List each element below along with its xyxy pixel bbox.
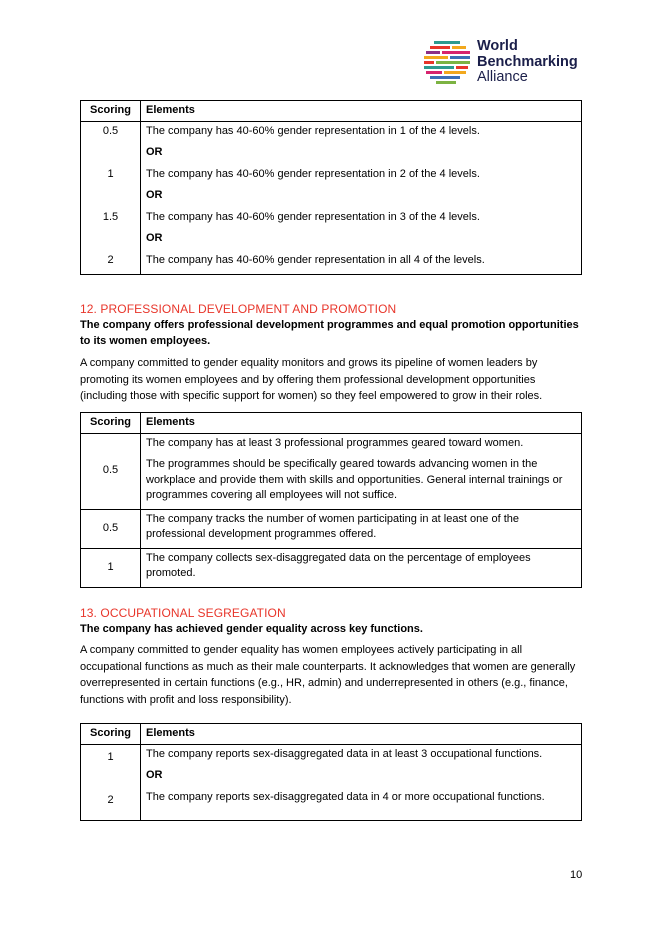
score-value: 0.5 — [81, 433, 141, 509]
or-label: OR — [146, 189, 163, 201]
page-number: 10 — [570, 869, 583, 881]
element-text: The company has 40-60% gender representation in 1 of the 4 levels. — [146, 124, 480, 137]
header-scoring: Scoring — [81, 101, 141, 122]
header-elements: Elements — [141, 101, 582, 122]
table-header-row — [81, 413, 582, 434]
or-label: OR — [146, 769, 163, 781]
element-text: The company collects sex-disaggregated data on the percentage of employees promoted. — [141, 548, 582, 587]
element-text: The company reports sex-disaggregated data in at least 3 occupational functions. — [146, 747, 543, 760]
element-text: The company has 40-60% gender representation in all 4 of the levels. — [146, 253, 485, 266]
header-scoring: Scoring — [81, 413, 141, 434]
table-header-row — [81, 724, 582, 745]
logo-word-alliance: Alliance — [477, 69, 528, 85]
wba-logo — [424, 38, 589, 88]
table-professional-development — [80, 412, 582, 588]
table-gender-representation — [80, 100, 582, 275]
section-heading-13: 13. OCCUPATIONAL SEGREGATION — [80, 606, 286, 620]
element-text: The company reports sex-disaggregated data in 4 or more occupational functions. — [146, 790, 545, 803]
table-occupational-segregation — [80, 723, 582, 821]
element-note: The programmes should be specifically geared towards advancing women in the workplace and provide them with skills and opportunities. General internal trainings or programmes covering all employees will not suffice. — [146, 458, 563, 501]
score-value: 1 — [81, 548, 141, 587]
element-text: The company has 40-60% gender representation in 3 of the 4 levels. — [146, 210, 480, 223]
wba-logo-icon — [424, 38, 474, 88]
or-label: OR — [146, 232, 163, 244]
score-value: 0.5 — [81, 509, 141, 548]
section-12-intro: A company committed to gender equality monitors and grows its pipeline of women leaders by promoting its women employees and by offering them professional development opportunities (including those with specific support for women) so they feel empowered to grow in their roles. — [80, 357, 543, 402]
element-text: The company has at least 3 professional programmes geared toward women. — [146, 436, 524, 449]
section-13-intro: A company committed to gender equality has women employees actively participating in all occupational functions as much as their male counterparts. It acknowledges that women are generally overrepresented in certain functions (e.g., HR, admin) and underrepresented in others (e.g., finance, functions with profit and loss responsibility). — [80, 644, 576, 706]
table-header-row — [81, 101, 582, 122]
element-text: The company tracks the number of women participating in at least one of the professional development programmes offered. — [141, 509, 582, 548]
score-value: 1 — [107, 167, 114, 180]
score-value: 1 — [107, 750, 114, 763]
logo-word-benchmarking: Benchmarking — [477, 53, 578, 70]
element-text: The company has 40-60% gender representation in 2 of the 4 levels. — [146, 167, 480, 180]
or-label: OR — [146, 146, 163, 158]
section-heading-12: 12. PROFESSIONAL DEVELOPMENT AND PROMOTION — [80, 302, 397, 316]
score-value: 1.5 — [102, 210, 119, 223]
section-13-bold-intro: The company has achieved gender equality across key functions. — [80, 623, 423, 635]
score-value: 2 — [107, 793, 114, 806]
table-row — [81, 548, 582, 587]
score-value: 0.5 — [102, 124, 119, 137]
table-row — [81, 433, 582, 509]
section-12-bold-intro: The company offers professional development programmes and equal promotion opportunities to its women employees. — [80, 319, 579, 347]
logo-word-world: World — [477, 38, 518, 54]
header-scoring: Scoring — [81, 724, 141, 745]
table-row — [81, 509, 582, 548]
header-elements: Elements — [141, 413, 582, 434]
score-value: 2 — [107, 253, 114, 266]
table-row — [81, 744, 582, 821]
header-elements: Elements — [141, 724, 582, 745]
table-row — [81, 121, 582, 275]
